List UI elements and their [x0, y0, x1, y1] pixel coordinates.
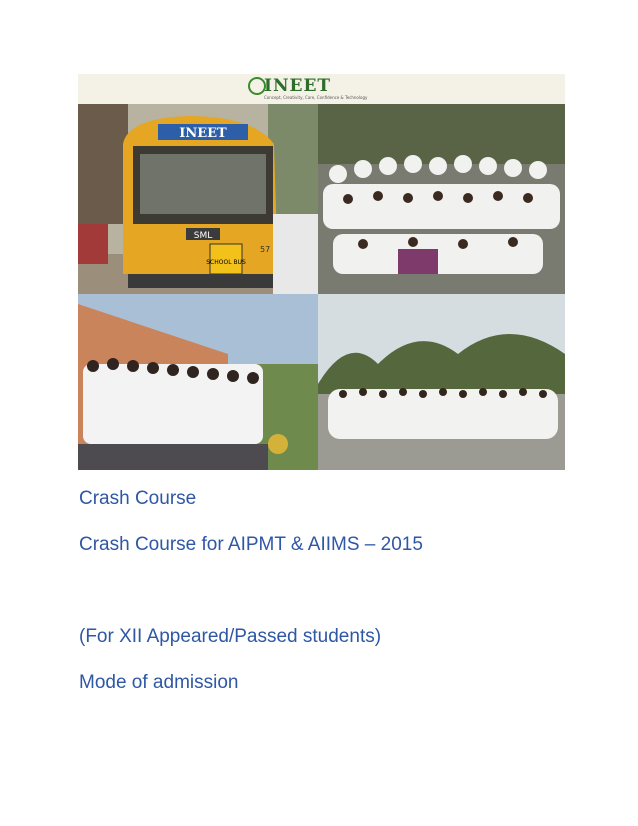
admission-heading: Mode of admission	[79, 672, 239, 693]
eligibility-note: (For XII Appeared/Passed students)	[79, 626, 382, 647]
bus-brand: SML	[193, 231, 213, 241]
collage-banner	[78, 74, 565, 104]
subheading: Crash Course for AIPMT & AIIMS – 2015	[79, 534, 423, 555]
photo-collage	[78, 74, 565, 470]
group-photo-seated	[318, 104, 565, 294]
bus-signage: INEET	[179, 126, 227, 141]
group-photo-standing	[78, 294, 318, 470]
bus-photo	[78, 104, 318, 294]
logo-tagline: Concept, Creativity, Care, Confidence & Technology	[264, 95, 368, 100]
group-photo-outdoor	[318, 294, 565, 470]
logo-text: INEET	[264, 76, 332, 96]
bus-sign: SCHOOL BUS	[206, 259, 246, 266]
heading: Crash Course	[79, 488, 197, 509]
bus-number: 57	[260, 245, 271, 254]
